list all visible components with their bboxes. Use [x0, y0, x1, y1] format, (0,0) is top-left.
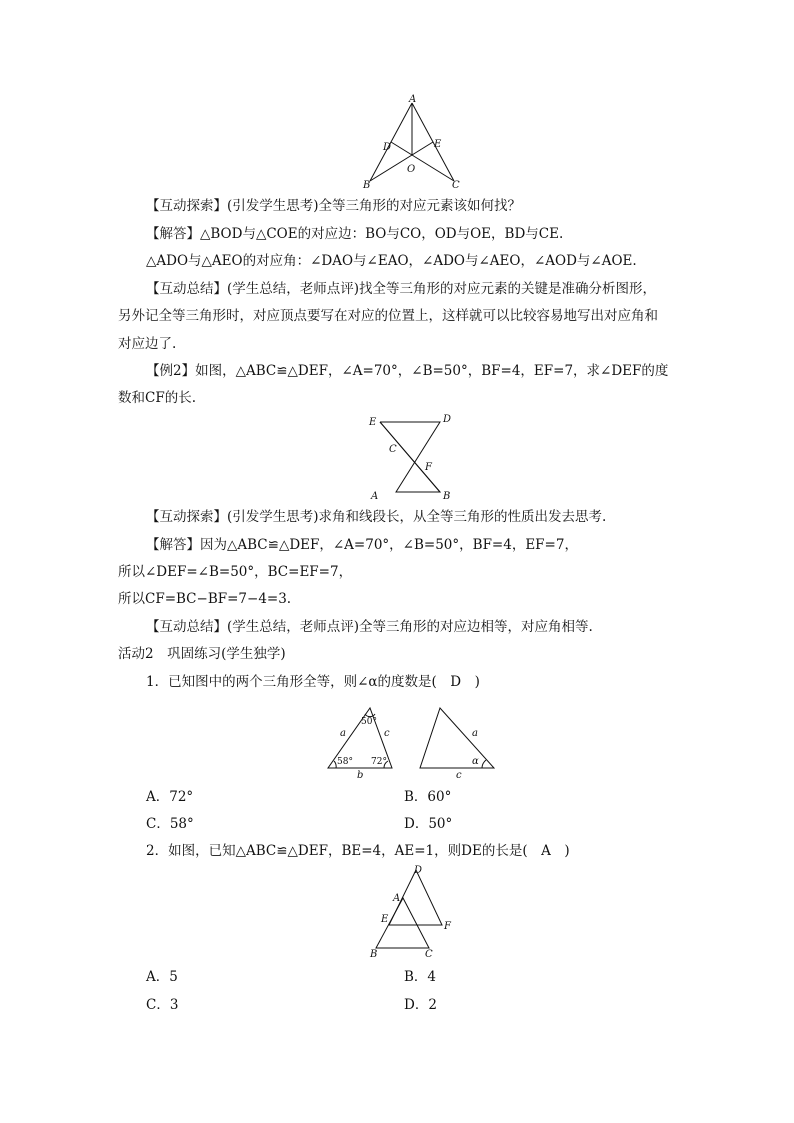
q1-option-a: A．72° [146, 789, 194, 805]
ex1-summary-line1: 【互动总结】(学生总结，老师点评)找全等三角形的对应元素的关键是准确分析图形， [146, 281, 657, 297]
q2-option-b: B．4 [404, 969, 437, 985]
fig1-label-o: O [407, 164, 416, 175]
fig3-label-b: b [357, 770, 364, 781]
fig3-label-a-right: a [472, 728, 478, 739]
figure-congruent-triangles-alpha [322, 700, 502, 782]
fig2-label-e: E [369, 417, 377, 428]
ex2-answer-line2: 所以∠DEF=∠B=50°，BC=EF=7， [118, 564, 353, 580]
fig4-label-e: E [381, 914, 389, 925]
q2-option-c: C．3 [146, 997, 179, 1013]
fig1-label-b: B [363, 180, 371, 191]
fig4-label-a: A [393, 893, 401, 904]
ex1-explore: 【互动探索】(引发学生思考)全等三角形的对应元素该如何找？ [146, 198, 522, 214]
fig3-label-a-left: a [340, 728, 346, 739]
ex2-explore: 【互动探索】(引发学生思考)求角和线段长，从全等三角形的性质出发去思考. [146, 509, 607, 525]
ex2-answer-line1: 【解答】因为△ABC≌△DEF，∠A=70°，∠B=50°，BF=4，EF=7， [146, 537, 578, 553]
fig3-label-c-left: c [384, 728, 390, 739]
ex2-summary: 【互动总结】(学生总结，老师点评)全等三角形的对应边相等，对应角相等. [146, 619, 593, 635]
ex2-question-line1: 【例2】如图，△ABC≌△DEF，∠A=70°，∠B=50°，BF=4，EF=7，求∠DEF的度 [146, 363, 669, 379]
ex1-summary-line2: 另外记全等三角形时，对应顶点要写在对应的位置上，这样就可以比较容易地写出对应角和 [118, 308, 658, 324]
activity-heading: 活动2 巩固练习(学生独学) [118, 646, 286, 662]
fig1-label-a: A [409, 94, 417, 105]
fig4-label-d: D [414, 865, 423, 876]
fig3-label-c-right: c [456, 770, 462, 781]
fig4-label-b: B [370, 949, 378, 960]
ex1-summary-line3: 对应边了. [118, 336, 177, 352]
fig2-label-a: A [371, 491, 379, 502]
fig1-label-c: C [452, 180, 460, 191]
ex1-answer-line2: △ADO与△AEO的对应角：∠DAO与∠EAO，∠ADO与∠AEO，∠AOD与∠AOE. [146, 253, 637, 269]
q1-option-d: D．50° [404, 816, 453, 832]
fig2-label-b: B [443, 491, 451, 502]
fig2-label-d: D [443, 414, 452, 425]
fig1-label-d: D [383, 142, 392, 153]
q2-option-a: A．5 [146, 969, 178, 985]
fig3-label-ang-right: 72° [371, 757, 387, 767]
q1-option-c: C．58° [146, 816, 194, 832]
q2-option-d: D．2 [404, 997, 437, 1013]
q1-option-b: B．60° [404, 789, 452, 805]
figure-overlapping-triangles-abc-def [365, 862, 465, 960]
fig2-label-f: F [425, 462, 432, 473]
fig4-label-c: C [425, 949, 433, 960]
ex1-answer-line1: 【解答】△BOD与△COE的对应边：BO与CO，OD与OE，BD与CE. [146, 226, 564, 242]
fig3-label-ang-left: 58° [337, 757, 353, 767]
ex2-question-line2: 数和CF的长. [118, 390, 196, 406]
fig3-label-alpha: α [472, 756, 479, 767]
fig1-label-e: E [434, 139, 442, 150]
ex2-answer-line3: 所以CF=BC−BF=7−4=3. [118, 591, 292, 607]
fig2-label-c: C [389, 444, 397, 455]
q1-stem: 1．已知图中的两个三角形全等，则∠α的度数是( D ) [146, 674, 480, 690]
figure-triangle-abc-with-cevians [360, 95, 480, 190]
q2-stem: 2．如图，已知△ABC≌△DEF，BE=4，AE=1，则DE的长是( A ) [146, 843, 570, 859]
fig3-label-ang-top: 50° [361, 717, 377, 727]
fig4-label-f: F [444, 921, 451, 932]
figure-two-triangles-abc-def [366, 410, 466, 505]
